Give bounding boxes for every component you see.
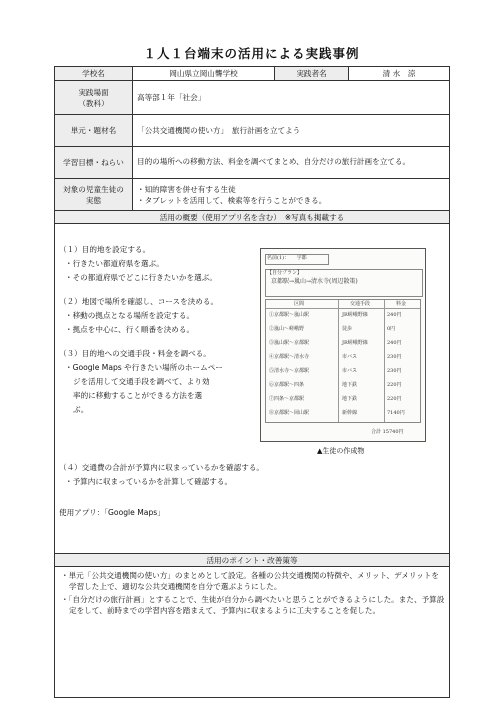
- photo-row-5-route: ⑤清水寺～京都駅: [269, 368, 310, 374]
- photo-total: 合計 15740円: [371, 429, 404, 435]
- photo-row-3-route: ③嵐山駅～京都駅: [269, 340, 310, 346]
- overview-header-row: [55, 211, 449, 224]
- photo-row-4-route: ④京都駅～清水寺: [269, 354, 310, 360]
- goal-label: 学習目標・ねらい: [55, 147, 133, 178]
- photo-table: [265, 299, 421, 423]
- photo-row-2-mode: 徒歩: [342, 326, 353, 332]
- step-3-item-2: ジを活用して交通手段を調べて、より効: [73, 377, 210, 386]
- photo-row-3-fare: 240円: [387, 340, 402, 346]
- scene-row: [55, 81, 449, 115]
- step-2-item-1: ・移動の拠点となる場所を設定する。: [65, 311, 195, 320]
- document-title: １人１台端末の活用による実践事例: [143, 46, 360, 61]
- step-1-item-1: ・行きたい都道府県を選ぶ。: [65, 259, 164, 268]
- photo-row-2-route: ②嵐山～嵯峨野: [269, 326, 305, 332]
- target-value: [133, 179, 449, 210]
- app-name: 使用アプリ：「Google Maps」: [59, 508, 165, 517]
- step-3-item-1: ・Google Maps や行きたい場所のホームペー: [65, 363, 223, 372]
- photo-row-6-route: ⑥京都駅～四条: [269, 382, 305, 388]
- author-label: 実践者名: [275, 67, 349, 80]
- target-value-line2: ・タブレットを活用して、検索等を行うことができる。: [137, 195, 327, 205]
- step-4-item-1: ・予算内に収まっているかを計算して確認する。: [65, 477, 233, 486]
- photo-row-7-route: ⑦四条～京都駅: [269, 396, 305, 402]
- point-item-2: ・「自分だけの旅行計画」とすることで、生徒が自分から調べたいと思うことができるようにした。また、予算設定をして、前時までの学習内容を踏まえて、予算内に収まるように工夫することを促した。: [61, 595, 445, 615]
- photo-row-7-fare: 220円: [387, 396, 402, 402]
- target-value-line1: ・知的障害を併せ有する生徒: [137, 184, 236, 194]
- overview-header: 活用の概要（使用アプリ名を含む） ※写真も掲載する: [55, 211, 449, 223]
- photo-row-1-mode: JR嵯峨野線: [342, 312, 368, 318]
- step-3-item-4: ぶ。: [73, 405, 89, 414]
- scene-label-line1: 実践場面: [78, 87, 109, 97]
- photo-row-8-route: ⑧京都駅～岡山駅: [269, 410, 310, 416]
- practice-table: [54, 66, 450, 698]
- goal-row: [55, 147, 449, 179]
- author-value: 清 水 涼: [382, 69, 416, 78]
- scene-label-line2: （教科）: [78, 98, 109, 108]
- unit-row: [55, 115, 449, 147]
- photo-row-7-mode: 地下鉄: [342, 396, 358, 402]
- points-section: [55, 567, 449, 697]
- photo-header-3: 料金: [396, 301, 407, 307]
- photo-header-1: 区間: [294, 301, 305, 307]
- school-value: 岡山県立岡山聾学校: [133, 67, 275, 80]
- photo-row-6-fare: 220円: [387, 382, 402, 388]
- goal-value: 目的の場所への移動方法、料金を調べてまとめ、自分だけの旅行計画を立てる。: [137, 157, 411, 167]
- points-header-row: [55, 554, 449, 567]
- photo-plan-text: 京都駅→嵐山→清水寺(周辺散策): [271, 278, 358, 285]
- photo-row-6-mode: 地下鉄: [342, 382, 358, 388]
- photo-header-2: 交通手段: [350, 301, 371, 307]
- point-item-1: ・単元「公共交通機関の使い方」のまとめとして設定。各種の公共交通機関の特徴や、メリット、デメリットを学習した上で、適切な公共交通機関を自分で選ぶようにした。: [61, 571, 439, 591]
- photo-row-5-fare: 230円: [387, 368, 402, 374]
- photo-row-4-fare: 230円: [387, 354, 402, 360]
- photo-name-line: 名前(1)： 宇都: [267, 255, 307, 261]
- scene-label: [55, 81, 133, 114]
- photo-row-5-mode: 市バス: [342, 368, 358, 374]
- step-1-item-2: ・その都道府県でどこに行きたいかを選ぶ。: [65, 273, 218, 282]
- points-body: [55, 567, 449, 697]
- step-2-item-2: ・拠点を中心に、行く順番を決める。: [65, 325, 195, 334]
- step-3-heading: （３）目的地への交通手段・料金を調べる。: [59, 349, 211, 358]
- photo-row-3-mode: JR嵯峨野線: [342, 340, 368, 346]
- photo-row-1-fare: 240円: [387, 312, 402, 318]
- step-1-heading: （１）目的地を設定する。: [59, 245, 151, 254]
- overview-section: [55, 224, 449, 554]
- unit-value: 「公共交通機関の使い方」 旅行計画を立てよう: [137, 126, 301, 135]
- points-header: 活用のポイント・改善策等: [55, 554, 449, 566]
- photo-row-8-fare: 7140円: [387, 410, 405, 416]
- target-row: [55, 179, 449, 211]
- photo-row-8-mode: 新幹線: [342, 410, 358, 416]
- step-4-heading: （４）交通費の合計が予算内に収まっているかを確認する。: [59, 463, 265, 472]
- target-label: [55, 179, 133, 210]
- school-label: 学校名: [55, 67, 133, 80]
- unit-label: 単元・題材名: [55, 115, 133, 146]
- photo-row-4-mode: 市バス: [342, 354, 358, 360]
- photo-caption: ▲生徒の作成物: [317, 447, 365, 455]
- target-label-line2: 実態: [85, 195, 102, 205]
- photo-plan-title: 【自分プラン】: [267, 270, 303, 276]
- school-row: [55, 67, 449, 81]
- step-2-heading: （２）地図で場所を確認し、コースを決める。: [59, 297, 219, 306]
- photo-row-2-fare: 0円: [387, 326, 396, 332]
- step-3-item-3: 率的に移動することができる方法を選: [73, 391, 203, 400]
- photo-row-1-route: ①京都駅～嵐山駅: [269, 312, 310, 318]
- student-work-photo: [260, 248, 426, 442]
- target-label-line1: 対象の児童生徒の: [63, 184, 124, 194]
- scene-value: 高等部１年「社会」: [137, 93, 206, 102]
